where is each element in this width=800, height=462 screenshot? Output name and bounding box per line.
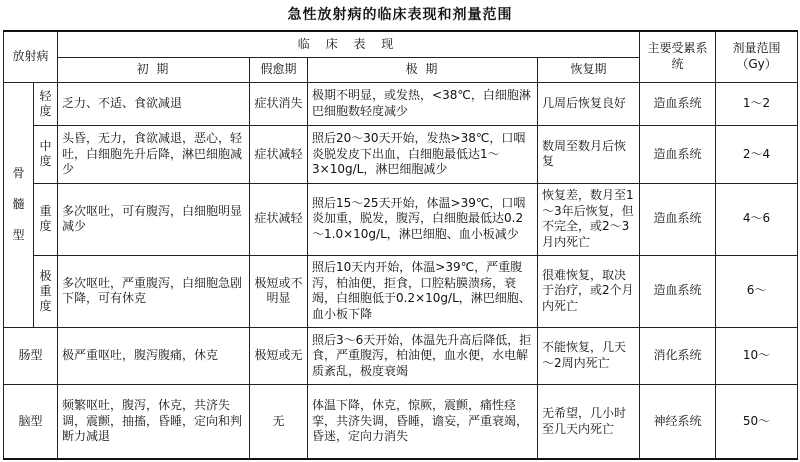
dose-cell: 2～4 [716, 126, 798, 184]
table-row [4, 385, 798, 459]
recovery-cell: 恢复差，数月至1～3年后恢复，但不完全，或2～3月内死亡 [538, 183, 640, 255]
header-row-1 [4, 31, 798, 58]
header-initial-phase: 初 期 [58, 58, 250, 83]
table-title: 急性放射病的临床表现和剂量范围 [287, 7, 513, 23]
system-cell: 造血系统 [640, 126, 716, 184]
dose-cell: 6～ [716, 255, 798, 327]
initial-cell: 多次呕吐，严重腹泻，白细胞急剧下降，可有休克 [58, 255, 250, 327]
latent-cell: 极短或无 [250, 327, 308, 385]
peak-cell: 体温下降，休克，惊厥，震颤，痛性痉挛，共济失调，昏睡，谵妄，严重衰竭，昏迷，定向力消失 [308, 385, 538, 459]
recovery-cell: 很难恢复，取决于治疗，或2个月内死亡 [538, 255, 640, 327]
table-row [4, 183, 798, 255]
grade-label: 中度 [39, 139, 52, 169]
latent-cell: 症状消失 [250, 82, 308, 125]
type-label: 脑型 [4, 385, 58, 459]
table-row [4, 255, 798, 327]
system-cell: 造血系统 [640, 255, 716, 327]
initial-cell: 多次呕吐，可有腹泻，白细胞明显减少 [58, 183, 250, 255]
peak-cell: 极期不明显，或发热，<38℃，白细胞淋巴细胞数轻度减少 [308, 82, 538, 125]
dose-cell: 50～ [716, 385, 798, 459]
grade-label: 重度 [39, 204, 52, 234]
system-cell: 造血系统 [640, 82, 716, 125]
table-row [4, 126, 798, 184]
header-clinical-manifestations: 临 床 表 现 [58, 31, 640, 58]
grade-label: 极重度 [39, 268, 52, 313]
system-cell: 神经系统 [640, 385, 716, 459]
header-latent-phase: 假愈期 [250, 58, 308, 83]
bone-marrow-type-label: 骨髓型 [12, 166, 25, 243]
table-row [4, 327, 798, 385]
peak-cell: 照后15～25天开始，体温>39℃，口咽炎加重，脱发，腹泻，白细胞最低达0.2～1.0×10g/L，淋巴细胞、血小板减少 [308, 183, 538, 255]
latent-cell: 极短或不明显 [250, 255, 308, 327]
dose-cell: 4～6 [716, 183, 798, 255]
peak-cell: 照后20～30天开始，发热>38℃，口咽炎脱发皮下出血，白细胞最低达1～3×10g/L，淋巴细胞减少 [308, 126, 538, 184]
grade-label: 轻度 [39, 89, 52, 119]
header-radiation-sickness: 放射病 [4, 31, 58, 82]
header-peak-phase: 极 期 [308, 58, 538, 83]
recovery-cell: 数周至数月后恢复 [538, 126, 640, 184]
system-cell: 造血系统 [640, 183, 716, 255]
initial-cell: 频繁呕吐，腹泻，休克，共济失调，震颤，抽搐，昏睡，定向和判断力减退 [58, 385, 250, 459]
clinical-table [3, 30, 798, 460]
initial-cell: 极严重呕吐，腹泻腹痛，休克 [58, 327, 250, 385]
bone-marrow-type-cell [4, 82, 34, 327]
header-dose-range: 剂量范围（Gy） [716, 31, 798, 82]
recovery-cell: 不能恢复，几天～2周内死亡 [538, 327, 640, 385]
table-row [4, 82, 798, 125]
latent-cell: 症状减轻 [250, 126, 308, 184]
dose-cell: 1～2 [716, 82, 798, 125]
peak-cell: 照后10天内开始，体温>39℃，严重腹泻，柏油便，拒食，口腔粘膜溃疡，衰竭，白细胞低于0.2×10g/L，淋巴细胞、血小板下降 [308, 255, 538, 327]
initial-cell: 乏力、不适、食欲减退 [58, 82, 250, 125]
latent-cell: 症状减轻 [250, 183, 308, 255]
initial-cell: 头昏，无力，食欲减退，恶心，轻吐，白细胞先升后降，淋巴细胞减少 [58, 126, 250, 184]
recovery-cell: 无希望，几小时至几天内死亡 [538, 385, 640, 459]
dose-cell: 10～ [716, 327, 798, 385]
type-label: 肠型 [4, 327, 58, 385]
recovery-cell: 几周后恢复良好 [538, 82, 640, 125]
header-recovery-phase: 恢复期 [538, 58, 640, 83]
system-cell: 消化系统 [640, 327, 716, 385]
peak-cell: 照后3～6天开始，体温先升高后降低，拒食，严重腹泻，柏油便，血水便，水电解质紊乱，极度衰竭 [308, 327, 538, 385]
header-main-system: 主要受累系统 [640, 31, 716, 82]
latent-cell: 无 [250, 385, 308, 459]
